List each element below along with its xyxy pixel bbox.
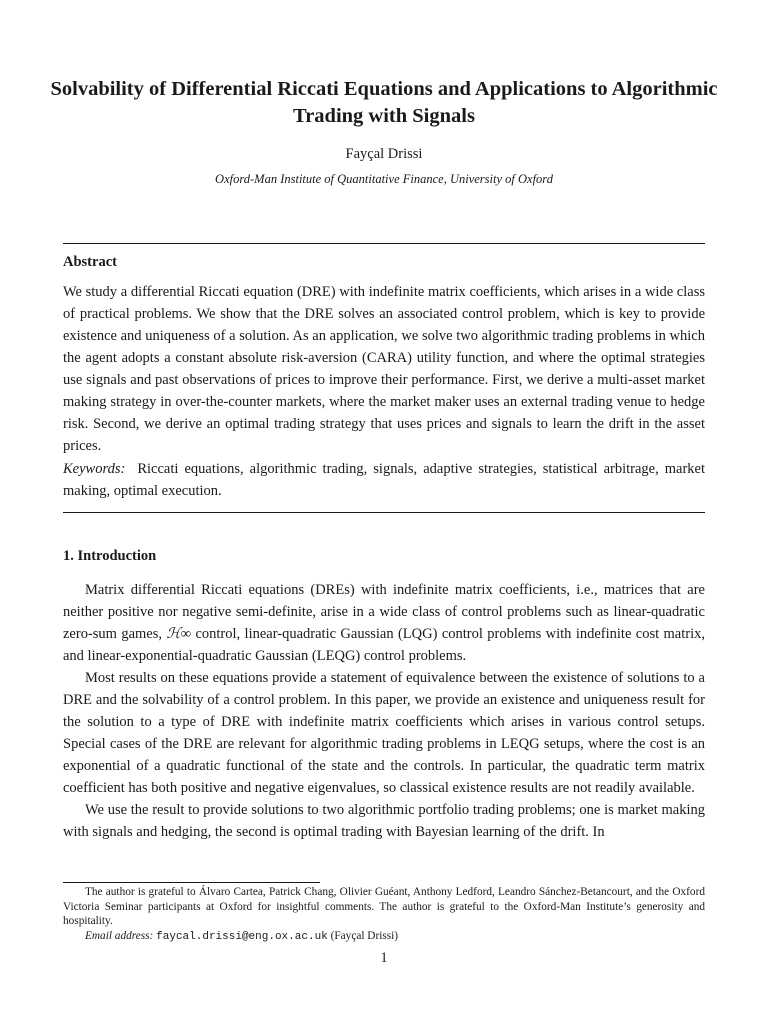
- intro-paragraph-2: Most results on these equations provide a statement of equivalence between the existence of solutions to a DRE and the solvability of a control problem. In this paper, we provide an existence and uniqueness result for the solution to a type of DRE with indefinite matrix coefficients which arises in various control setups. Special cases of the DRE are relevant for algorithmic trading problems in LEQG setups, where the cost is an exponential of a quadratic functional of the state and the controls. In particular, the quadratic term matrix coefficient has both positive and negative eigenvalues, so classical existence results are not readily available.: [63, 670, 705, 796]
- author-affiliation: Oxford-Man Institute of Quantitative Finance, University of Oxford: [215, 172, 553, 186]
- email-label: Email address:: [85, 930, 154, 942]
- section-heading-introduction: 1. Introduction: [63, 548, 157, 564]
- keywords-text: Riccati equations, algorithmic trading, signals, adaptive strategies, statistical arbitrage, market making, optimal execution.: [63, 461, 705, 499]
- footnote-email: [63, 929, 705, 945]
- intro-paragraph-1: [63, 579, 705, 843]
- page-number: 1: [380, 950, 388, 966]
- keywords-label: Keywords:: [63, 461, 126, 477]
- abstract-heading: Abstract: [63, 254, 117, 270]
- intro-paragraph-3: We use the result to provide solutions to two algorithmic portfolio trading problems; one is market making with signals and hedging, the second is optimal trading with Bayesian learning of the drift. In: [63, 802, 705, 840]
- email-owner: (Fayçal Drissi): [330, 930, 399, 942]
- abstract-text: We study a differential Riccati equation (DRE) with indefinite matrix coefficients, which arises in a wide class of practical problems. We show that the DRE solves an associated control problem, which is key to provide existence and uniqueness of a solution. As an application, we solve two algorithmic trading problems in which the agent adopts a constant absolute risk-aversion (CARA) utility function, and where the optimal strategies use signals and past observations of prices to improve their performance. First, we derive a multi-asset market making strategy in over-the-counter markets, where the market maker uses an external trading venue to hedge risk. Second, we derive an optimal trading strategy that uses prices and signals to learn the drift in the asset prices.: [63, 284, 705, 454]
- abstract-bottom-rule: [63, 512, 705, 513]
- email-address[interactable]: faycal.drissi@eng.ox.ac.uk: [156, 931, 328, 943]
- footnote-acknowledgement: The author is grateful to Álvaro Cartea, Patrick Chang, Olivier Guéant, Anthony Ledford, Leandro Sánchez-Betancourt, and the Oxford Victoria Seminar participants at Oxford for insightful comments. The author is grateful to the Oxford-Man Institute’s generosity and hospitality.: [63, 886, 705, 927]
- h-infinity-symbol: ℋ∞: [166, 626, 192, 642]
- intro-p1-text-a: Matrix differential Riccati equations (DREs) with indefinite matrix coefficients, i.e., matrices that are neither positive nor negative semi-definite, arise in a wide class of control problems such as linear-quadratic zero-sum games,: [63, 582, 705, 642]
- keywords: [63, 458, 705, 502]
- paper-title: Solvability of Differential Riccati Equations and Applications to Algorithmic Trading with Signals: [50, 78, 718, 127]
- author-name: Fayçal Drissi: [345, 146, 423, 162]
- footnote-rule: [63, 882, 320, 883]
- abstract-top-rule: [63, 243, 705, 244]
- intro-p1-text-b: control, linear-quadratic Gaussian (LQG) control problems with indefinite cost matrix, and linear-exponential-quadratic Gaussian (LEQG) control problems.: [63, 626, 705, 664]
